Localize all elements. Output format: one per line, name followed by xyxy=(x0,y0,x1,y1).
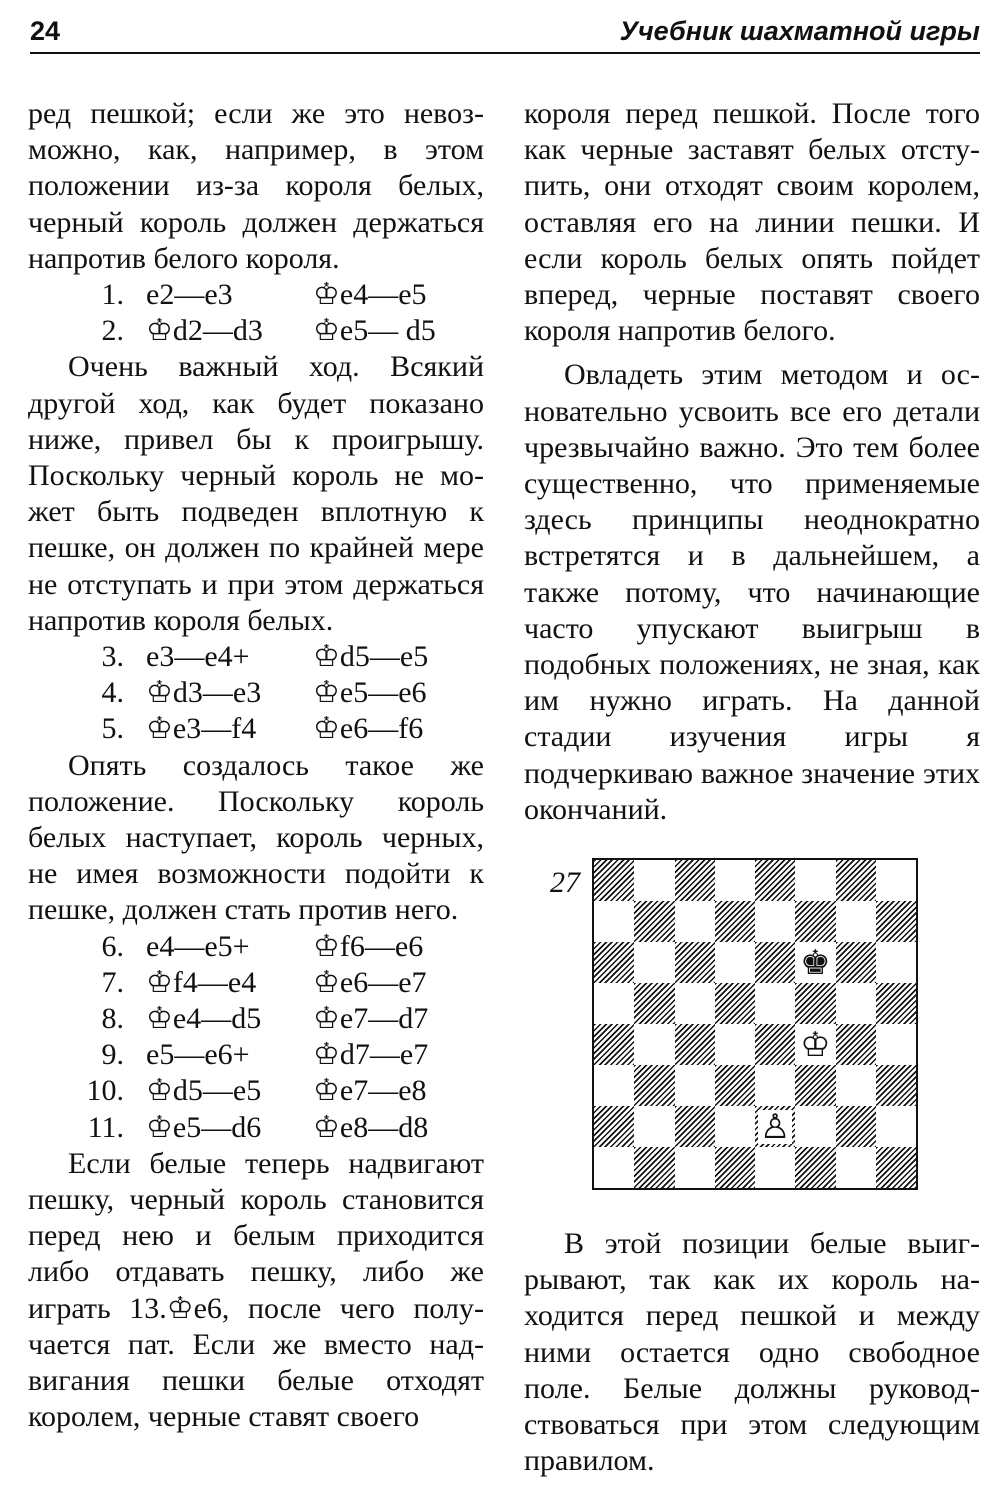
square-b2 xyxy=(634,1106,674,1147)
white-pawn-icon: ♙ xyxy=(759,1106,791,1147)
white-move: ♔d5—e5 xyxy=(146,1074,262,1108)
black-move: ♔d7—e7 xyxy=(313,1038,429,1072)
square-b4 xyxy=(634,1024,674,1065)
square-a5 xyxy=(594,983,634,1024)
square-f3 xyxy=(795,1065,835,1106)
square-c6 xyxy=(675,942,715,983)
square-g8 xyxy=(836,860,876,901)
move-list xyxy=(28,277,484,349)
square-b8 xyxy=(634,860,674,901)
square-h8 xyxy=(876,860,916,901)
square-c7 xyxy=(675,901,715,942)
left-column xyxy=(28,96,484,1435)
square-a3 xyxy=(594,1065,634,1106)
black-move: ♔f6—e6 xyxy=(313,929,424,963)
square-h4 xyxy=(876,1024,916,1065)
square-g3 xyxy=(836,1065,876,1106)
square-f5 xyxy=(795,983,835,1024)
white-king-icon: ♔ xyxy=(800,1024,831,1065)
move-number: 11. xyxy=(87,1110,124,1144)
black-move: ♔e5— d5 xyxy=(313,314,436,348)
square-g1 xyxy=(836,1147,876,1188)
white-move: ♔e5—d6 xyxy=(146,1110,262,1144)
square-g6 xyxy=(836,942,876,983)
black-move: ♔e6—e7 xyxy=(313,965,427,999)
white-move: e4—e5+ xyxy=(146,929,250,963)
move-number: 10. xyxy=(86,1074,124,1108)
move-list xyxy=(28,639,484,748)
square-e7 xyxy=(755,901,795,942)
paragraph: Овладеть этим методом и основательно усвоить все его детали чрезвычайно важно. Это тем более существенно, что применяемые здесь принципы неоднократно встретятся и в дальнейшем, а также потому, что начинающие часто упускают выигрыш в подобных положениях, не зная, как им нужно играть. На данной стадии изучения игры я подчеркиваю важное значение этих окончаний. xyxy=(524,358,980,826)
square-h5 xyxy=(876,983,916,1024)
black-move: ♔e7—e8 xyxy=(313,1074,427,1108)
square-a1 xyxy=(594,1147,634,1188)
move-row xyxy=(28,711,484,747)
square-d7 xyxy=(715,901,755,942)
square-a8 xyxy=(594,860,634,901)
move-row xyxy=(28,1001,484,1037)
move-row xyxy=(28,1037,484,1073)
page-number: 24 xyxy=(30,16,61,46)
move-row xyxy=(28,965,484,1001)
square-e8 xyxy=(755,860,795,901)
square-c2 xyxy=(675,1106,715,1147)
square-c1 xyxy=(675,1147,715,1188)
black-move: ♔d5—e5 xyxy=(313,640,429,674)
square-d5 xyxy=(715,983,755,1024)
move-row xyxy=(28,277,484,313)
diagram-number: 27 xyxy=(550,866,580,899)
paragraph: В этой позиции белые выигрывают, так как их король находится перед пешкой и между ними остается одно свободное поле. Белые должны руководствоваться при этом следующим правилом. xyxy=(524,1227,980,1478)
square-c5 xyxy=(675,983,715,1024)
move-number: 5. xyxy=(101,712,124,746)
square-a6 xyxy=(594,942,634,983)
move-number: 2. xyxy=(101,314,124,348)
square-f2 xyxy=(795,1106,835,1147)
white-move: e2—e3 xyxy=(146,278,233,312)
square-h2 xyxy=(876,1106,916,1147)
paragraph: короля перед пешкой. После того как черные заставят белых отступить, они отходят своим королем, оставляя его на линии пешки. И если король белых опять пойдет вперед, черные поставят своего короля напротив белого. xyxy=(524,97,980,348)
black-move: ♔e6—f6 xyxy=(313,712,424,746)
white-move: e5—e6+ xyxy=(146,1038,250,1072)
square-b3 xyxy=(634,1065,674,1106)
paragraph: ред пешкой; если же это невозможно, как, например, в этом положении из-за короля белых, черный король должен держаться напротив белого короля. xyxy=(28,97,484,275)
square-d6 xyxy=(715,942,755,983)
square-b6 xyxy=(634,942,674,983)
move-row xyxy=(28,929,484,965)
black-move: ♔e8—d8 xyxy=(313,1110,429,1144)
square-f1 xyxy=(795,1147,835,1188)
square-c4 xyxy=(675,1024,715,1065)
move-row xyxy=(28,1110,484,1146)
square-d4 xyxy=(715,1024,755,1065)
square-e3 xyxy=(755,1065,795,1106)
move-number: 9. xyxy=(101,1038,124,1072)
paragraph: Если белые теперь надвигают пешку, черный король становится перед нею и белым приходится либо отдавать пешку, либо же играть 13.♔e6, после чего получается пат. Если же вместо надвигания пешки белые отходят королем, черные ставят своего xyxy=(28,1146,484,1434)
square-f6 xyxy=(795,942,835,983)
square-b1 xyxy=(634,1147,674,1188)
move-number: 6. xyxy=(101,929,124,963)
paragraph: Опять создалось такое же положение. Поскольку король белых наступает, король черных, не имея возможности подойти к пешке, должен стать против него. xyxy=(28,748,484,927)
move-number: 1. xyxy=(101,278,124,312)
black-move: ♔e5—e6 xyxy=(313,676,427,710)
white-move: ♔e3—f4 xyxy=(146,712,257,746)
square-d3 xyxy=(715,1065,755,1106)
square-a4 xyxy=(594,1024,634,1065)
paragraph: Очень важный ход. Всякий другой ход, как будет показано ниже, привел бы к проигрышу. Поскольку черный король не может быть подведен вплотную к пешке, он должен по крайней мере не отступать и при этом держаться напротив короля белых. xyxy=(28,350,484,637)
square-e6 xyxy=(755,942,795,983)
square-a7 xyxy=(594,901,634,942)
square-g2 xyxy=(836,1106,876,1147)
black-king-icon: ♚ xyxy=(800,942,831,983)
square-b7 xyxy=(634,901,674,942)
white-move: ♔e4—d5 xyxy=(146,1001,262,1035)
square-c3 xyxy=(675,1065,715,1106)
move-number: 7. xyxy=(101,965,124,999)
chess-diagram xyxy=(534,856,924,1196)
square-h6 xyxy=(876,942,916,983)
square-d8 xyxy=(715,860,755,901)
square-h1 xyxy=(876,1147,916,1188)
move-number: 4. xyxy=(101,676,124,710)
square-h3 xyxy=(876,1065,916,1106)
move-row xyxy=(28,639,484,675)
square-d1 xyxy=(715,1147,755,1188)
square-e1 xyxy=(755,1147,795,1188)
square-h7 xyxy=(876,901,916,942)
move-row xyxy=(28,675,484,711)
black-move: ♔e4—e5 xyxy=(313,278,427,312)
square-f7 xyxy=(795,901,835,942)
white-move: ♔d3—e3 xyxy=(146,676,262,710)
move-list xyxy=(28,929,484,1146)
chess-board xyxy=(592,858,918,1190)
square-g5 xyxy=(836,983,876,1024)
square-g4 xyxy=(836,1024,876,1065)
square-e4 xyxy=(755,1024,795,1065)
white-move: e3—e4+ xyxy=(146,640,250,674)
square-e5 xyxy=(755,983,795,1024)
move-number: 8. xyxy=(101,1001,124,1035)
move-row xyxy=(28,313,484,349)
square-f8 xyxy=(795,860,835,901)
square-g7 xyxy=(836,901,876,942)
move-number: 3. xyxy=(101,640,124,674)
square-a2 xyxy=(594,1106,634,1147)
running-title: Учебник шахматной игры xyxy=(619,16,980,46)
square-d2 xyxy=(715,1106,755,1147)
white-move: ♔f4—e4 xyxy=(146,965,257,999)
square-f4 xyxy=(795,1024,835,1065)
page-header xyxy=(30,12,980,54)
move-row xyxy=(28,1073,484,1109)
white-move: ♔d2—d3 xyxy=(146,314,263,348)
square-b5 xyxy=(634,983,674,1024)
square-e2 xyxy=(755,1106,795,1147)
square-c8 xyxy=(675,860,715,901)
black-move: ♔e7—d7 xyxy=(313,1001,429,1035)
